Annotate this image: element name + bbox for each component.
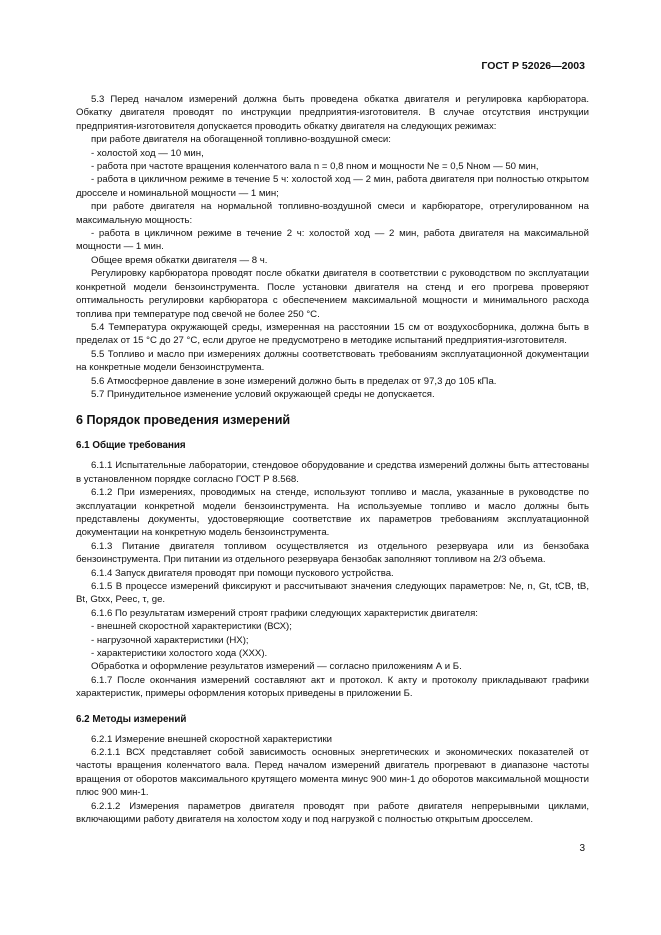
paragraph: при работе двигателя на нормальной топливно-воздушной смеси и карбюраторе, отрегулированном на максимальную мощность: — [76, 201, 589, 226]
paragraph: Регулировку карбюратора проводят после обкатки двигателя в соответствии с руководством по эксплуатации конкретной модели бензоинструмента. После установки двигателя на стенд и его прогрева проверяют оптимальность регулировки карбюратора с обеспечением максимальной мощности и минимального расхода топлива при температуре под свечой не более 250 °С. — [76, 268, 589, 320]
paragraph: 6.2.1 Измерение внешней скоростной характеристики — [91, 733, 333, 745]
page-number: 3 — [579, 843, 585, 854]
paragraph: Общее время обкатки двигателя — 8 ч. — [91, 254, 268, 266]
paragraph: 5.5 Топливо и масло при измерениях должны соответствовать требованиям эксплуатационной документации на конкретные модели бензоинструмента. — [76, 348, 589, 374]
paragraph: 6.1.2 При измерениях, проводимых на стенде, используют топливо и масла, указанные в руководстве по эксплуатации конкретной модели бензоинструмента. На используемые топливо и масло должны быть представлены документы, удостоверяющие соответствие их параметров требованиям эксплуатационной документации на конкретную модель бензоинструмента. — [76, 487, 589, 539]
paragraph: 5.3 Перед началом измерений должна быть проведена обкатка двигателя и регулировка карбюратора. Обкатку двигателя проводят по инструкции предприятия-изготовителя. В случае отсутствия инструкции предприятия-изготовителя допускается проводить обкатку двигателя на следующих режимах: — [76, 94, 589, 132]
paragraph: 6.1.5 В процессе измерений фиксируют и рассчитывают значения следующих параметров: Ne, n, Gt, tCB, tB, Bt, Gtxx, Peec, τ, ge. — [76, 581, 589, 606]
list-item: - нагрузочной характеристики (НХ); — [91, 634, 249, 646]
paragraph: 6.2.1.2 Измерения параметров двигателя проводят при работе двигателя непрерывными циклами, включающими работу двигателя на холостом ходу и под нагрузкой с полностью открытым дросселем. — [76, 800, 589, 826]
paragraph: 6.1.3 Питание двигателя топливом осуществляется из отдельного резервуара или из бензобака бензоинструмента. При питании из отдельного резервуара бензобак заполняют топливом на 2/3 объема. — [76, 540, 589, 566]
paragraph: 6.1.4 Запуск двигателя проводят при помощи пускового устройства. — [91, 567, 394, 579]
paragraph: 6.1.1 Испытательные лаборатории, стендовое оборудование и средства измерений должны быть аттестованы в установленном порядке согласно ГОСТ Р 8.568. — [76, 460, 589, 485]
list-item: - работа в цикличном режиме в течение 2 ч: холостой ход — 2 мин, работа двигателя на максимальной мощности — 1 мин. — [76, 228, 589, 253]
paragraph: при работе двигателя на обогащенной топливно-воздушной смеси: — [91, 134, 391, 146]
list-item: - работа в цикличном режиме в течение 5 ч: холостой ход — 2 мин, работа двигателя при полностью открытом дросселе и номинальной мощности — 1 мин; — [76, 174, 589, 199]
paragraph: Обработка и оформление результатов измерений — согласно приложениям А и Б. — [91, 661, 462, 673]
paragraph: 6.1.7 После окончания измерений составляют акт и протокол. К акту и протоколу прикладывают графики характеристик, примеры оформления которых приведены в приложении Б. — [76, 674, 589, 700]
subsection-heading: 6.1 Общие требования — [76, 440, 186, 452]
paragraph: 5.6 Атмосферное давление в зоне измерений должно быть в пределах от 97,3 до 105 кПа. — [91, 375, 497, 387]
paragraph: 5.4 Температура окружающей среды, измеренная на расстоянии 15 см от воздухосборника, должна быть в пределах от 15 °С до 27 °С, если другое не предусмотрено в методике испытаний предприятия-изготовителя. — [76, 321, 589, 347]
page-body — [76, 93, 589, 827]
list-item: - характеристики холостого хода (ХХХ). — [91, 648, 268, 660]
subsection-heading: 6.2 Методы измерений — [76, 713, 187, 725]
paragraph: 6.1.6 По результатам измерений строят графики следующих характеристик двигателя: — [91, 607, 478, 619]
paragraph: 5.7 Принудительное изменение условий окружающей среды не допускается. — [91, 388, 435, 400]
section-heading: 6 Порядок проведения измерений — [76, 413, 291, 428]
list-item: - внешней скоростной характеристики (ВСХ); — [91, 621, 292, 633]
paragraph: 6.2.1.1 ВСХ представляет собой зависимость основных энергетических и экономических показателей от частоты вращения коленчатого вала. Перед началом измерений двигатель прогревают в диапазоне частоты вращения от оборотов максимального крутящего момента минус 900 мин-1 до оборотов максимальной мощности плюс 900 мин-1. — [76, 747, 589, 799]
standard-header: ГОСТ Р 52026—2003 — [481, 60, 585, 72]
list-item: - холостой ход — 10 мин, — [91, 147, 204, 159]
list-item: - работа при частоте вращения коленчатого вала n = 0,8 nном и мощности Ne = 0,5 Nном — 50 мин, — [91, 161, 539, 173]
